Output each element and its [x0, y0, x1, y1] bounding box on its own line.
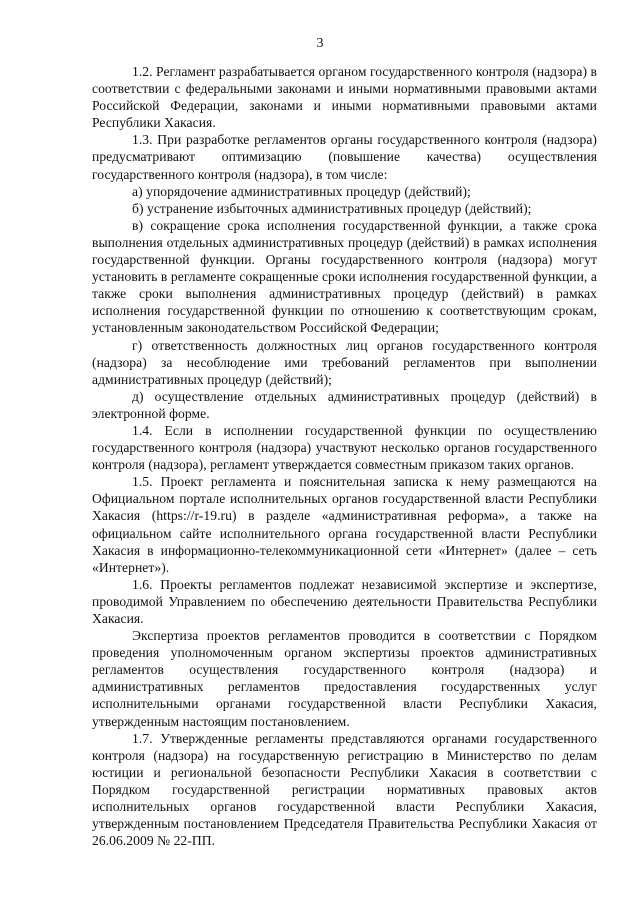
paragraph-1-7: 1.7. Утвержденные регламенты представляются органами государственного контроля (надзора) на государственную регистрацию в Министерство по делам юстиции и региональной безопасности Республики Хакасия в соответствии с Порядком государственной регистрации нормативных правовых актов исполнительных органов государственной власти Республики Хакасия, утвержденным постановлением Председателя Правительства Республики Хакасия от 26.06.2009 № 22-ПП. [92, 730, 597, 849]
paragraph-1-4: 1.4. Если в исполнении государственной функции по осуществлению государственного контроля (надзора) участвуют несколько органов государственного контроля (надзора), регламент утверждается совместным приказом таких органов. [92, 422, 597, 473]
paragraph-1-2: 1.2. Регламент разрабатывается органом государственного контроля (надзора) в соответствии с федеральными законами и иными нормативными правовыми актами Российской Федерации, законами и иными нормативными правовыми актами Республики Хакасия. [92, 64, 597, 131]
paragraph-1-3: 1.3. При разработке регламентов органы государственного контроля (надзора) предусматривают оптимизацию (повышение качества) осуществления государственного контроля (надзора), в том числе: [92, 132, 597, 182]
list-item-v: в) сокращение срока исполнения государственной функции, а также срока выполнения отдельных административных процедур (действий) в рамках исполнения государственной функции. Органы государственного контроля (надзора) могут установить в регламенте сокращенные сроки исполнения государственной функции, а также сроки выполнения административных процедур (действий) в рамках исполнения государственной функции по отношению к соответствующим срокам, установленным законодательством Российской Федерации; [92, 217, 597, 336]
document-body [92, 63, 597, 849]
list-item-b: б) устранение избыточных административных процедур (действий); [132, 200, 532, 216]
page-number: 3 [316, 36, 324, 51]
list-item-g: г) ответственность должностных лиц органов государственного контроля (надзора) за несоблюдение ими требований регламентов при выполнении административных процедур (действий); [92, 337, 597, 387]
paragraph-1-5: 1.5. Проект регламента и пояснительная записка к нему размещаются на Официальном портале исполнительных органов государственной власти Республики Хакасия (https://r-19.ru) в разделе «административная реформа», а также на официальном сайте исполнительного органа государственной власти Республики Хакасия в информационно-телекоммуникационной сети «Интернет» (далее – сеть «Интернет»). [92, 474, 597, 575]
paragraph-expertise: Экспертиза проектов регламентов проводится в соответствии с Порядком проведения уполномоченным органом экспертизы проектов административных регламентов осуществления государственного контроля (надзора) и административных регламентов предоставления государственных услуг исполнительными органами государственной власти Республики Хакасия, утвержденным настоящим постановлением. [92, 628, 597, 729]
paragraph-1-6: 1.6. Проекты регламентов подлежат независимой экспертизе и экспертизе, проводимой Управлением по обеспечению деятельности Правительства Республики Хакасия. [92, 576, 597, 626]
list-item-a: а) упорядочение административных процедур (действий); [132, 183, 471, 199]
list-item-d: д) осуществление отдельных административных процедур (действий) в электронной форме. [92, 388, 597, 421]
